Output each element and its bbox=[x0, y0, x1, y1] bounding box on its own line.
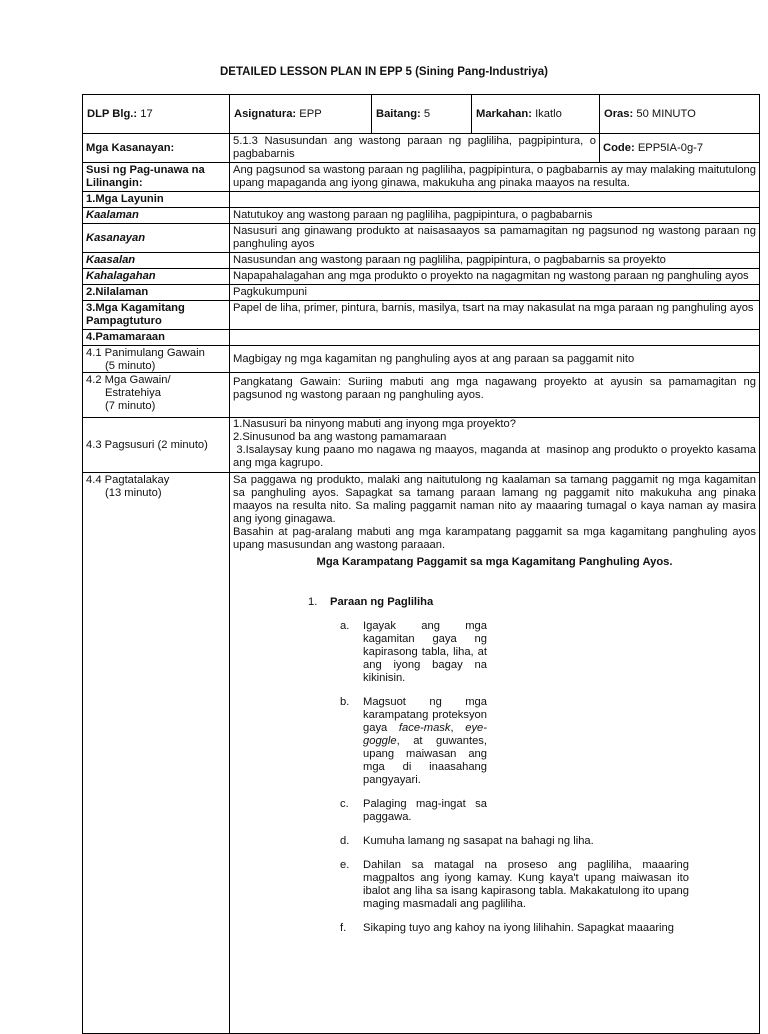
dlp-value: 17 bbox=[140, 108, 153, 120]
p41-value: Magbigay ng mga kagamitan ng panghuling ayos at ang paraan sa paggamit nito bbox=[233, 352, 635, 365]
kasanayan-objective-label: Kasanayan bbox=[83, 224, 230, 252]
item-letter: e. bbox=[340, 859, 350, 871]
kaalaman-label: Kaalaman bbox=[83, 208, 230, 223]
item-text-part: , at guwantes, upang maiwasan ang mga di inaasahang pangyayari. bbox=[363, 735, 487, 786]
oras-cell bbox=[600, 95, 759, 133]
asignatura-value: EPP bbox=[299, 108, 322, 120]
item-text: Sikaping tuyo ang kahoy na iyong lilihahin. Sapagkat maaaring bbox=[363, 922, 674, 934]
kasanayan-value: 5.1.3 Nasusundan ang wastong paraan ng pagliliha, pagpipintura, o pagbabarnis bbox=[230, 134, 600, 162]
document-title: DETAILED LESSON PLAN IN EPP 5 (Sining Pang-Industriya) bbox=[220, 66, 548, 78]
lesson-plan-table bbox=[82, 94, 760, 1034]
baitang-value: 5 bbox=[423, 108, 431, 120]
baitang-cell bbox=[372, 95, 472, 133]
layunin-label: 1.Mga Layunin bbox=[83, 192, 230, 207]
list-item bbox=[233, 620, 756, 685]
kaasalan-label: Kaasalan bbox=[83, 253, 230, 268]
p42-value: Pangkatang Gawain: Suriing mabuti ang mga nagawang proyekto at ayusin sa pamamagitan ng pagsunod ng wastong paraan ng panghuling ayos. bbox=[233, 376, 756, 401]
pamamaraan-row bbox=[83, 330, 759, 346]
list-item bbox=[233, 696, 756, 787]
p44-row bbox=[83, 473, 759, 1033]
p44-content bbox=[230, 473, 759, 1033]
oras-label: Oras: bbox=[604, 108, 634, 120]
kagamitan-label: 3.Mga Kagamitang Pampagtuturo bbox=[83, 301, 230, 329]
p42-time: (7 minuto) bbox=[105, 400, 156, 412]
p44-label-cell bbox=[83, 473, 230, 1033]
kahalagahan-label: Kahalagahan bbox=[83, 269, 230, 284]
susi-label: Susi ng Pag-unawa na Lilinangin: bbox=[83, 163, 230, 191]
markahan-cell bbox=[472, 95, 600, 133]
kasanayan-objective-value: Nasusuri ang ginawang produkto at naisasaayos sa pamamagitan ng pagsunod ng wastong paraan ng panghuling ayos bbox=[233, 225, 756, 250]
item-text-emphasis: face-mask bbox=[398, 722, 451, 734]
nilalaman-value: Pagkukumpuni bbox=[233, 286, 308, 298]
code-cell bbox=[600, 134, 759, 162]
kaasalan-value: Nasusundan ang wastong paraan ng pagliliha, pagpipintura, o pagbabarnis sa proyekto bbox=[233, 254, 666, 266]
p43-item-1: 1.Nasusuri ba ninyong mabuti ang inyong mga proyekto? bbox=[233, 418, 516, 430]
p41-time: (5 minuto) bbox=[105, 360, 156, 372]
p41-label: 4.1 Panimulang Gawain bbox=[86, 347, 205, 359]
item-letter: c. bbox=[340, 798, 349, 810]
kasanayan-objective-row bbox=[83, 224, 759, 253]
code-value: EPP5IA-0g-7 bbox=[637, 141, 704, 154]
item-letter: d. bbox=[340, 835, 350, 847]
baitang-label: Baitang: bbox=[376, 108, 421, 120]
kahalagahan-row bbox=[83, 269, 759, 285]
item-letter: b. bbox=[340, 696, 350, 708]
p42-label-cell bbox=[83, 373, 230, 417]
p43-value bbox=[230, 418, 759, 472]
section-1-title: Paraan ng Pagliliha bbox=[330, 596, 434, 608]
item-letter: f. bbox=[340, 922, 347, 934]
susi-value: Ang pagsunod sa wastong paraan ng pagliliha, pagpipintura, o pagbabarnis ay may malaking maitutulong upang mapaganda ang iyong ginawa, makukuha ang pinaka maayos na resulta. bbox=[233, 164, 756, 189]
item-text: Palaging mag-ingat sa paggawa. bbox=[363, 798, 487, 823]
p41-label-cell bbox=[83, 346, 230, 372]
kasanayan-row bbox=[83, 134, 759, 163]
item-text: Dahilan sa matagal na proseso ang pagliliha, maaaring magpaltos ang iyong kamay. Kung kaya't upang maiwasan ito ibalot ang liha sa isang kapirasong tabla. Makakatulong ito upang maging masmadali ang pagliliha. bbox=[363, 859, 689, 910]
list-item bbox=[233, 922, 756, 935]
kaasalan-row bbox=[83, 253, 759, 269]
list-item bbox=[233, 835, 756, 848]
section-1-number: 1. bbox=[308, 596, 318, 608]
p43-label: 4.3 Pagsusuri (2 minuto) bbox=[83, 418, 230, 472]
list-item bbox=[233, 798, 756, 824]
item-text-emphasis: eye-goggle bbox=[363, 722, 487, 747]
p42-label: 4.2 Mga Gawain/ bbox=[86, 374, 171, 386]
list-item bbox=[233, 859, 756, 911]
kaalaman-value: Natutukoy ang wastong paraan ng pagliliha, pagpipintura, o pagbabarnis bbox=[233, 209, 593, 221]
kasanayan-label: Mga Kasanayan: bbox=[83, 134, 230, 162]
p41-row bbox=[83, 346, 759, 373]
p44-paragraph-1: Sa paggawa ng produkto, malaki ang naitutulong ng kaalaman sa tamang paggamit ng mga kagamitan sa panghuling ayos. Sapagkat sa tamang paraan lamang ng paggamit nito makukuha ang pinaka maayos na resulta nito. Sa maling paggamit naman nito ay maaaring tumagal o kaya naman ay masira ang iyong ginagawa. bbox=[233, 474, 756, 525]
p44-paragraph-2: Basahin at pag-aralang mabuti ang mga karampatang paggamit sa mga kagamitang panghuling ayos upang masusundan ang wastong paraaan. bbox=[233, 526, 756, 551]
p43-item-3: 3.Isalaysay kung paano mo nagawa ng maayos, maganda at masinop ang produkto o proyekto kasama ang mga kagrupo. bbox=[233, 444, 760, 469]
nilalaman-row bbox=[83, 285, 759, 301]
kagamitan-row bbox=[83, 301, 759, 330]
asignatura-cell bbox=[230, 95, 372, 133]
dlp-label: DLP Blg.: bbox=[87, 108, 138, 120]
p44-label: 4.4 Pagtatalakay bbox=[86, 474, 170, 486]
code-label: Code: bbox=[603, 141, 635, 154]
item-text-part: , bbox=[450, 722, 466, 734]
item-text: Igayak ang mga kagamitan gaya ng kapirasong tabla, liha, at ang iyong bagay na kikinisin. bbox=[363, 620, 487, 684]
oras-value: 50 MINUTO bbox=[636, 108, 696, 120]
section-1-heading bbox=[233, 596, 756, 609]
susi-row bbox=[83, 163, 759, 192]
p43-item-2: 2.Sinusunod ba ang wastong pamamaraan bbox=[233, 431, 447, 443]
kaalaman-row bbox=[83, 208, 759, 224]
p44-heading: Mga Karampatang Paggamit sa mga Kagamitang Panghuling Ayos. bbox=[316, 556, 673, 568]
markahan-value: Ikatlo bbox=[535, 108, 562, 120]
p43-row bbox=[83, 418, 759, 473]
markahan-label: Markahan: bbox=[476, 108, 532, 120]
p42-row bbox=[83, 373, 759, 418]
layunin-row bbox=[83, 192, 759, 208]
header-row bbox=[83, 95, 759, 134]
p44-time: (13 minuto) bbox=[105, 487, 162, 499]
kahalagahan-value: Napapahalagahan ang mga produkto o proyekto na nagagmitan ng wastong paraan ng panghuling ayos bbox=[233, 270, 749, 282]
dlp-cell bbox=[83, 95, 230, 133]
kagamitan-value: Papel de liha, primer, pintura, barnis, masilya, tsart na may nakasulat na mga paraan ng panghuling ayos bbox=[233, 302, 754, 314]
item-text-part: Magsuot ng mga karampatang proteksyon gaya bbox=[363, 696, 487, 734]
item-letter: a. bbox=[340, 620, 350, 632]
item-text bbox=[363, 696, 487, 787]
pagliliha-steps bbox=[233, 620, 756, 935]
asignatura-label: Asignatura: bbox=[234, 108, 297, 120]
item-text: Kumuha lamang ng sasapat na bahagi ng liha. bbox=[363, 835, 594, 847]
p42-label2: Estratehiya bbox=[105, 387, 161, 399]
nilalaman-label: 2.Nilalaman bbox=[83, 285, 230, 300]
pamamaraan-label: 4.Pamamaraan bbox=[83, 330, 230, 345]
